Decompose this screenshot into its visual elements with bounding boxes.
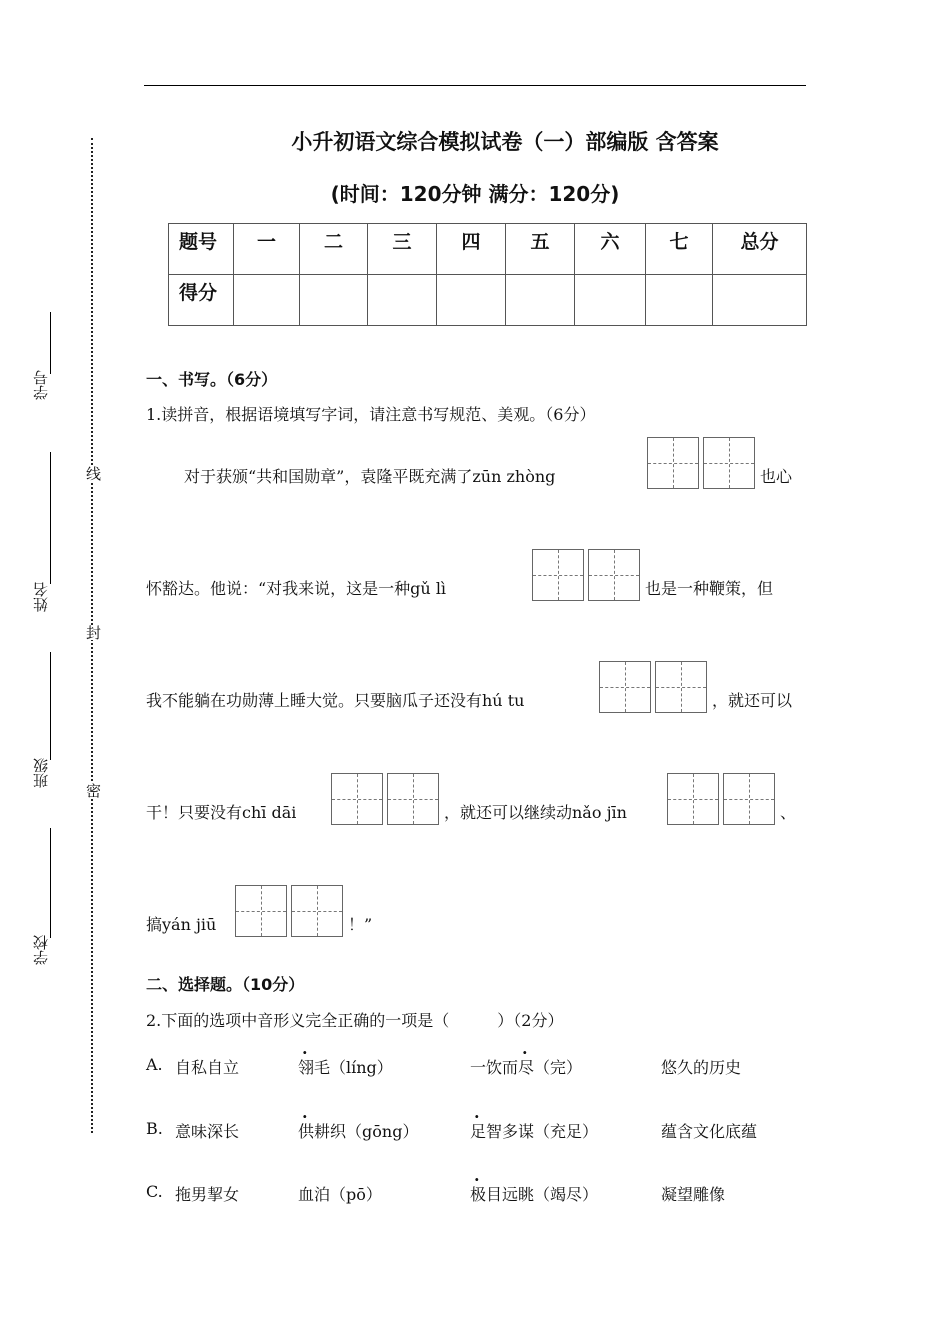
name-label: 姓名: [32, 582, 50, 612]
option-word: [470, 1055, 582, 1078]
emphasis-char: 供: [298, 1122, 315, 1141]
passage-line: 也是一种鞭策，但: [645, 579, 774, 598]
option-word-part: 一饮而: [470, 1058, 519, 1077]
score-table-cell: 二: [300, 224, 368, 275]
score-table-score-row: [169, 275, 807, 326]
passage-line: 干！只要没有chī dāi: [146, 803, 297, 822]
emphasis-char: 极: [470, 1185, 487, 1204]
writing-grid-box[interactable]: [291, 885, 343, 937]
option-word: 拖男挈女: [175, 1185, 240, 1204]
passage-line: 搞yán jiū: [146, 915, 217, 934]
score-table-cell: 七: [646, 224, 713, 275]
option-word: 意味深长: [175, 1122, 240, 1141]
writing-grid-box[interactable]: [331, 773, 383, 825]
option-label[interactable]: C.: [146, 1182, 163, 1201]
score-input-cell[interactable]: [234, 275, 300, 326]
writing-grid-box[interactable]: [588, 549, 640, 601]
option-word: [298, 1055, 393, 1078]
writing-grid-box[interactable]: [703, 437, 755, 489]
score-input-cell[interactable]: [368, 275, 437, 326]
writing-grid-box[interactable]: [723, 773, 775, 825]
writing-grid-box[interactable]: [599, 661, 651, 713]
score-input-cell[interactable]: [575, 275, 646, 326]
section-heading: 一、书写。（6分）: [146, 370, 278, 389]
option-word: 凝望雕像: [661, 1185, 726, 1204]
page-title: 小升初语文综合模拟试卷（一）部编版 含答案: [291, 130, 719, 154]
emphasis-char: 足: [470, 1122, 487, 1141]
score-table: [168, 223, 807, 326]
exam-info: (时间：120分钟 满分：120分): [330, 182, 620, 206]
student-id-blank: [50, 312, 51, 374]
score-table-cell: 得分: [169, 275, 234, 326]
seal-char-secret: 密: [84, 783, 102, 798]
option-word-part: 血: [298, 1185, 315, 1204]
option-word: 蕴含文化底蕴: [661, 1122, 758, 1141]
score-table-cell: 五: [506, 224, 575, 275]
name-blank: [50, 452, 51, 584]
option-word: 自私自立: [175, 1058, 240, 1077]
seal-char-seal: 封: [84, 625, 102, 640]
score-table-cell: 总分: [713, 224, 807, 275]
option-word-rest: 智多谋（充足）: [486, 1122, 599, 1141]
option-word-rest: 耕织（gōng）: [314, 1122, 419, 1141]
student-id-label: 学号: [32, 370, 50, 400]
score-table-cell: 三: [368, 224, 437, 275]
class-blank: [50, 652, 51, 760]
score-table-cell: 题号: [169, 224, 234, 275]
score-table-cell: 六: [575, 224, 646, 275]
writing-grid-box[interactable]: [235, 885, 287, 937]
option-word: [298, 1119, 418, 1142]
passage-line: ，就还可以: [712, 691, 793, 710]
school-blank: [50, 828, 51, 938]
option-word-rest: 毛（líng）: [314, 1058, 393, 1077]
emphasis-char: 翎: [298, 1058, 315, 1077]
passage-line: 对于获颁“共和国勋章”，袁隆平既充满了zūn zhòng: [184, 467, 556, 486]
top-rule: [144, 85, 806, 86]
section-heading: 二、选择题。（10分）: [146, 975, 305, 994]
passage-line: 怀豁达。他说：“对我来说，这是一种gǔ lì: [146, 579, 447, 598]
passage-line: 我不能躺在功勋薄上睡大觉。只要脑瓜子还没有hú tu: [146, 691, 525, 710]
option-word-rest: 目远眺（竭尽）: [486, 1185, 599, 1204]
option-label[interactable]: A.: [146, 1055, 163, 1074]
score-input-cell[interactable]: [713, 275, 807, 326]
option-word: 悠久的历史: [661, 1058, 742, 1077]
school-label: 学校: [32, 935, 50, 965]
score-input-cell[interactable]: [300, 275, 368, 326]
question-text: 2.下面的选项中音形义完全正确的一项是（ ）（2分）: [146, 1011, 564, 1030]
question-text: 1.读拼音，根据语境填写字词，请注意书写规范、美观。（6分）: [146, 405, 596, 424]
passage-line: 也心: [760, 467, 793, 486]
option-word: [470, 1119, 598, 1142]
score-table-cell: 一: [234, 224, 300, 275]
score-input-cell[interactable]: [506, 275, 575, 326]
option-word-rest: 泊（pō）: [314, 1185, 382, 1204]
score-input-cell[interactable]: [646, 275, 713, 326]
score-table-cell: 四: [437, 224, 506, 275]
option-word-rest: （完）: [534, 1058, 583, 1077]
writing-grid-box[interactable]: [655, 661, 707, 713]
emphasis-char: 尽: [518, 1058, 535, 1077]
score-table-header-row: [169, 224, 807, 275]
score-input-cell[interactable]: [437, 275, 506, 326]
writing-grid-box[interactable]: [667, 773, 719, 825]
writing-grid-box[interactable]: [647, 437, 699, 489]
seal-char-line: 线: [84, 466, 102, 481]
option-word: [470, 1182, 598, 1205]
option-word: [298, 1182, 382, 1205]
option-label[interactable]: B.: [146, 1119, 163, 1138]
passage-line: ，就还可以继续动nǎo jīn: [444, 803, 627, 822]
passage-line: 、: [780, 803, 797, 822]
class-label: 班级: [32, 758, 50, 788]
passage-line: ！”: [348, 915, 373, 934]
writing-grid-box[interactable]: [532, 549, 584, 601]
writing-grid-box[interactable]: [387, 773, 439, 825]
